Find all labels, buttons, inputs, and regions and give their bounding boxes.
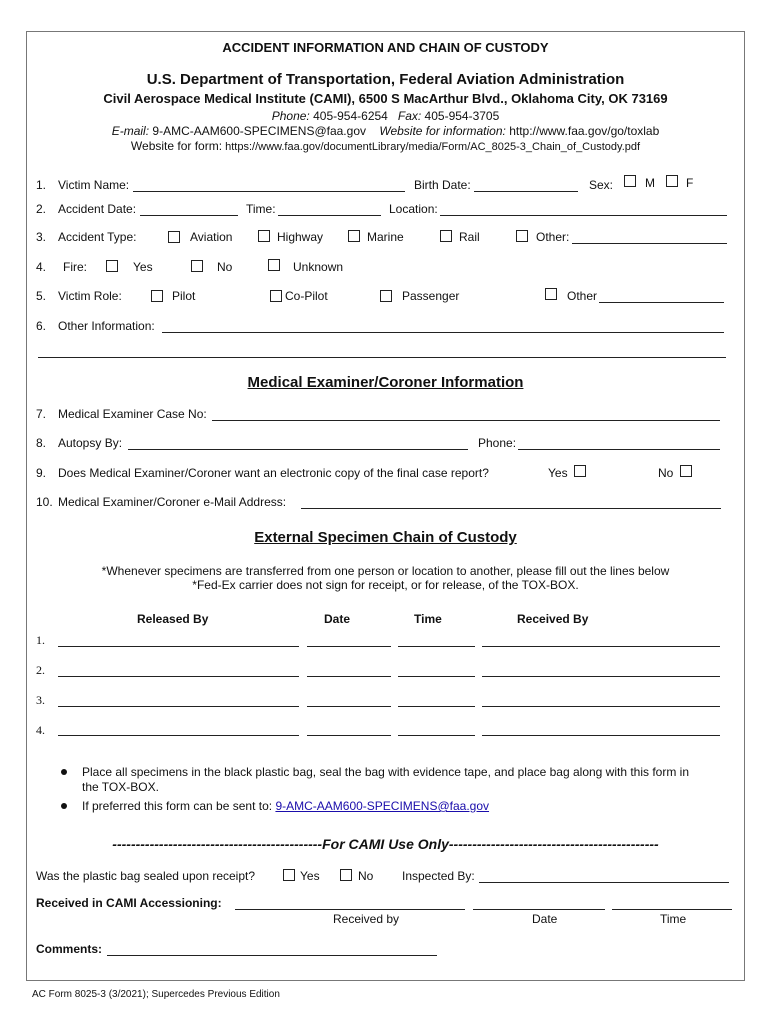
row-4-date-input[interactable]	[307, 735, 391, 736]
role-other-input[interactable]	[599, 302, 724, 303]
website-form-url: https://www.faa.gov/documentLibrary/media/Form/AC_8025-3_Chain_of_Custody.pdf	[225, 141, 641, 153]
rail-label: Rail	[459, 230, 480, 244]
bag-sealed-yes-checkbox[interactable]	[283, 869, 295, 881]
row-4-time-input[interactable]	[398, 735, 475, 736]
highway-checkbox[interactable]	[258, 230, 270, 242]
comments-label: Comments:	[36, 942, 103, 956]
received-by-input[interactable]	[235, 909, 465, 910]
email-label: E-mail:	[111, 124, 150, 138]
row-3-time-input[interactable]	[398, 706, 475, 707]
row-3-released-by-input[interactable]	[58, 706, 299, 707]
victim-name-input[interactable]	[133, 191, 405, 192]
inspected-by-input[interactable]	[479, 882, 729, 883]
fire-unknown-checkbox[interactable]	[268, 259, 280, 271]
role-other-label: Other	[567, 289, 598, 303]
sex-f-checkbox[interactable]	[666, 175, 678, 187]
bag-sealed-question: Was the plastic bag sealed upon receipt?	[36, 869, 256, 883]
aviation-checkbox[interactable]	[168, 231, 180, 243]
victim-role-label: Victim Role:	[58, 289, 122, 303]
bag-sealed-no-checkbox[interactable]	[340, 869, 352, 881]
autopsy-by-label: Autopsy By:	[58, 436, 123, 450]
birth-date-label: Birth Date:	[414, 178, 471, 192]
fire-label: Fire:	[63, 260, 87, 274]
agency-name: U.S. Department of Transportation, Federal Aviation Administration	[146, 71, 625, 88]
row-2-released-by-input[interactable]	[58, 676, 299, 677]
bag-sealed-no-label: No	[358, 869, 374, 883]
electronic-copy-yes-checkbox[interactable]	[574, 465, 586, 477]
institute-address: Civil Aerospace Medical Institute (CAMI), 6500 S MacArthur Blvd., Oklahoma City, OK 73169	[103, 91, 668, 106]
marine-checkbox[interactable]	[348, 230, 360, 242]
received-time-input[interactable]	[612, 909, 732, 910]
form-footer: AC Form 8025-3 (3/2021); Supercedes Previous Edition	[32, 989, 280, 1000]
email-address: 9-AMC-AAM600-SPECIMENS@faa.gov	[152, 124, 366, 138]
phone-fax-line	[26, 109, 745, 123]
field-3-number: 3.	[36, 230, 47, 244]
form-title: ACCIDENT INFORMATION AND CHAIN OF CUSTODY	[222, 40, 549, 55]
bullet-icon	[61, 769, 67, 775]
instruction-1-line-1: Place all specimens in the black plastic bag, seal the bag with evidence tape, and place bag along with this form in	[82, 765, 690, 779]
fax-number: 405-954-3705	[424, 109, 500, 123]
received-accessioning-label: Received in CAMI Accessioning:	[36, 896, 222, 910]
field-9-number: 9.	[36, 466, 47, 480]
website-info-url: http://www.faa.gov/go/toxlab	[509, 124, 660, 138]
row-2-received-by-input[interactable]	[482, 676, 720, 677]
phone-label: Phone:	[271, 109, 310, 123]
sex-m-label: M	[645, 176, 655, 190]
victim-name-label: Victim Name:	[58, 178, 130, 192]
field-10-number: 10.	[36, 495, 53, 509]
instruction-2	[82, 799, 489, 813]
electronic-copy-question: Does Medical Examiner/Coroner want an electronic copy of the final case report?	[58, 466, 489, 480]
field-7-number: 7.	[36, 407, 47, 421]
sex-label: Sex:	[589, 178, 614, 192]
website-info-label: Website for information:	[379, 124, 506, 138]
fire-yes-label: Yes	[133, 260, 153, 274]
col-time: Time	[414, 612, 442, 626]
marine-label: Marine	[367, 230, 404, 244]
electronic-copy-yes-label: Yes	[548, 466, 568, 480]
accident-date-input[interactable]	[140, 215, 238, 216]
website-form-label: Website for form:	[130, 139, 223, 153]
case-no-label: Medical Examiner Case No:	[58, 407, 207, 421]
instruction-1-line-2: the TOX-BOX.	[82, 780, 159, 794]
col-released-by: Released By	[137, 612, 209, 626]
highway-label: Highway	[277, 230, 324, 244]
other-info-input[interactable]	[162, 332, 724, 333]
field-8-number: 8.	[36, 436, 47, 450]
medical-email-label: Medical Examiner/Coroner e-Mail Address:	[58, 495, 287, 509]
col-date: Date	[324, 612, 351, 626]
sex-f-label: F	[686, 176, 694, 190]
field-2-number: 2.	[36, 202, 47, 216]
row-3-received-by-input[interactable]	[482, 706, 720, 707]
email-website-line	[26, 124, 745, 138]
bullet-icon	[61, 803, 67, 809]
received-time-caption: Time	[660, 912, 687, 926]
row-3-date-input[interactable]	[307, 706, 391, 707]
rail-checkbox[interactable]	[440, 230, 452, 242]
received-date-input[interactable]	[473, 909, 605, 910]
row-2-date-input[interactable]	[307, 676, 391, 677]
custody-row-2-number: 2.	[36, 663, 45, 677]
other-info-input-line-2[interactable]	[38, 357, 726, 358]
location-input[interactable]	[440, 215, 727, 216]
inspected-by-label: Inspected By:	[402, 869, 475, 883]
medical-examiner-heading: Medical Examiner/Coroner Information	[247, 374, 524, 391]
medical-phone-input[interactable]	[518, 449, 720, 450]
received-date-caption: Date	[532, 912, 558, 926]
medical-email-input[interactable]	[301, 508, 721, 509]
fire-no-label: No	[217, 260, 233, 274]
received-by-caption: Received by	[333, 912, 400, 926]
role-other-checkbox[interactable]	[545, 288, 557, 300]
specimens-email-link[interactable]: 9-AMC-AAM600-SPECIMENS@faa.gov	[275, 799, 490, 813]
sex-m-checkbox[interactable]	[624, 175, 636, 187]
accident-date-label: Accident Date:	[58, 202, 137, 216]
fire-yes-checkbox[interactable]	[106, 260, 118, 272]
other-type-checkbox[interactable]	[516, 230, 528, 242]
comments-input[interactable]	[107, 955, 437, 956]
row-1-received-by-input[interactable]	[482, 646, 720, 647]
row-4-received-by-input[interactable]	[482, 735, 720, 736]
fax-label: Fax:	[397, 109, 422, 123]
autopsy-by-input[interactable]	[128, 449, 468, 450]
pilot-label: Pilot	[172, 289, 196, 303]
chain-of-custody-heading: External Specimen Chain of Custody	[254, 529, 517, 546]
medical-phone-label: Phone:	[478, 436, 517, 450]
instruction-2-text: If preferred this form can be sent to:	[82, 799, 273, 813]
row-4-released-by-input[interactable]	[58, 735, 299, 736]
fire-no-checkbox[interactable]	[191, 260, 203, 272]
birth-date-input[interactable]	[474, 191, 578, 192]
row-2-time-input[interactable]	[398, 676, 475, 677]
custody-row-4-number: 4.	[36, 723, 45, 737]
electronic-copy-no-label: No	[658, 466, 674, 480]
field-4-number: 4.	[36, 260, 47, 274]
case-no-input[interactable]	[212, 420, 720, 421]
location-label: Location:	[389, 202, 438, 216]
time-input[interactable]	[278, 215, 381, 216]
copilot-label: Co-Pilot	[285, 289, 328, 303]
field-6-number: 6.	[36, 319, 47, 333]
electronic-copy-no-checkbox[interactable]	[680, 465, 692, 477]
fire-unknown-label: Unknown	[293, 260, 344, 274]
custody-note-2: *Fed-Ex carrier does not sign for receipt, or for release, of the TOX-BOX.	[192, 578, 579, 592]
aviation-label: Aviation	[190, 230, 233, 244]
col-received-by: Received By	[517, 612, 589, 626]
other-type-label: Other:	[536, 230, 570, 244]
row-1-date-input[interactable]	[307, 646, 391, 647]
passenger-checkbox[interactable]	[380, 290, 392, 302]
other-info-label: Other Information:	[58, 319, 155, 333]
accident-type-label: Accident Type:	[58, 230, 137, 244]
row-1-released-by-input[interactable]	[58, 646, 299, 647]
bag-sealed-yes-label: Yes	[300, 869, 320, 883]
field-5-number: 5.	[36, 289, 47, 303]
field-1-number: 1.	[36, 178, 47, 192]
pilot-checkbox[interactable]	[151, 290, 163, 302]
phone-number: 405-954-6254	[313, 109, 388, 123]
custody-row-1-number: 1.	[36, 633, 45, 647]
row-1-time-input[interactable]	[398, 646, 475, 647]
website-form-line	[26, 139, 745, 153]
passenger-label: Passenger	[402, 289, 460, 303]
custody-note-1: *Whenever specimens are transferred from one person or location to another, please fill out the lines below	[101, 564, 670, 578]
other-type-input[interactable]	[572, 243, 727, 244]
custody-row-3-number: 3.	[36, 693, 45, 707]
copilot-checkbox[interactable]	[270, 290, 282, 302]
time-label: Time:	[246, 202, 276, 216]
cami-use-only-heading: ---------------------------------------------For CAMI Use Only---------------------------------------------	[112, 836, 659, 852]
